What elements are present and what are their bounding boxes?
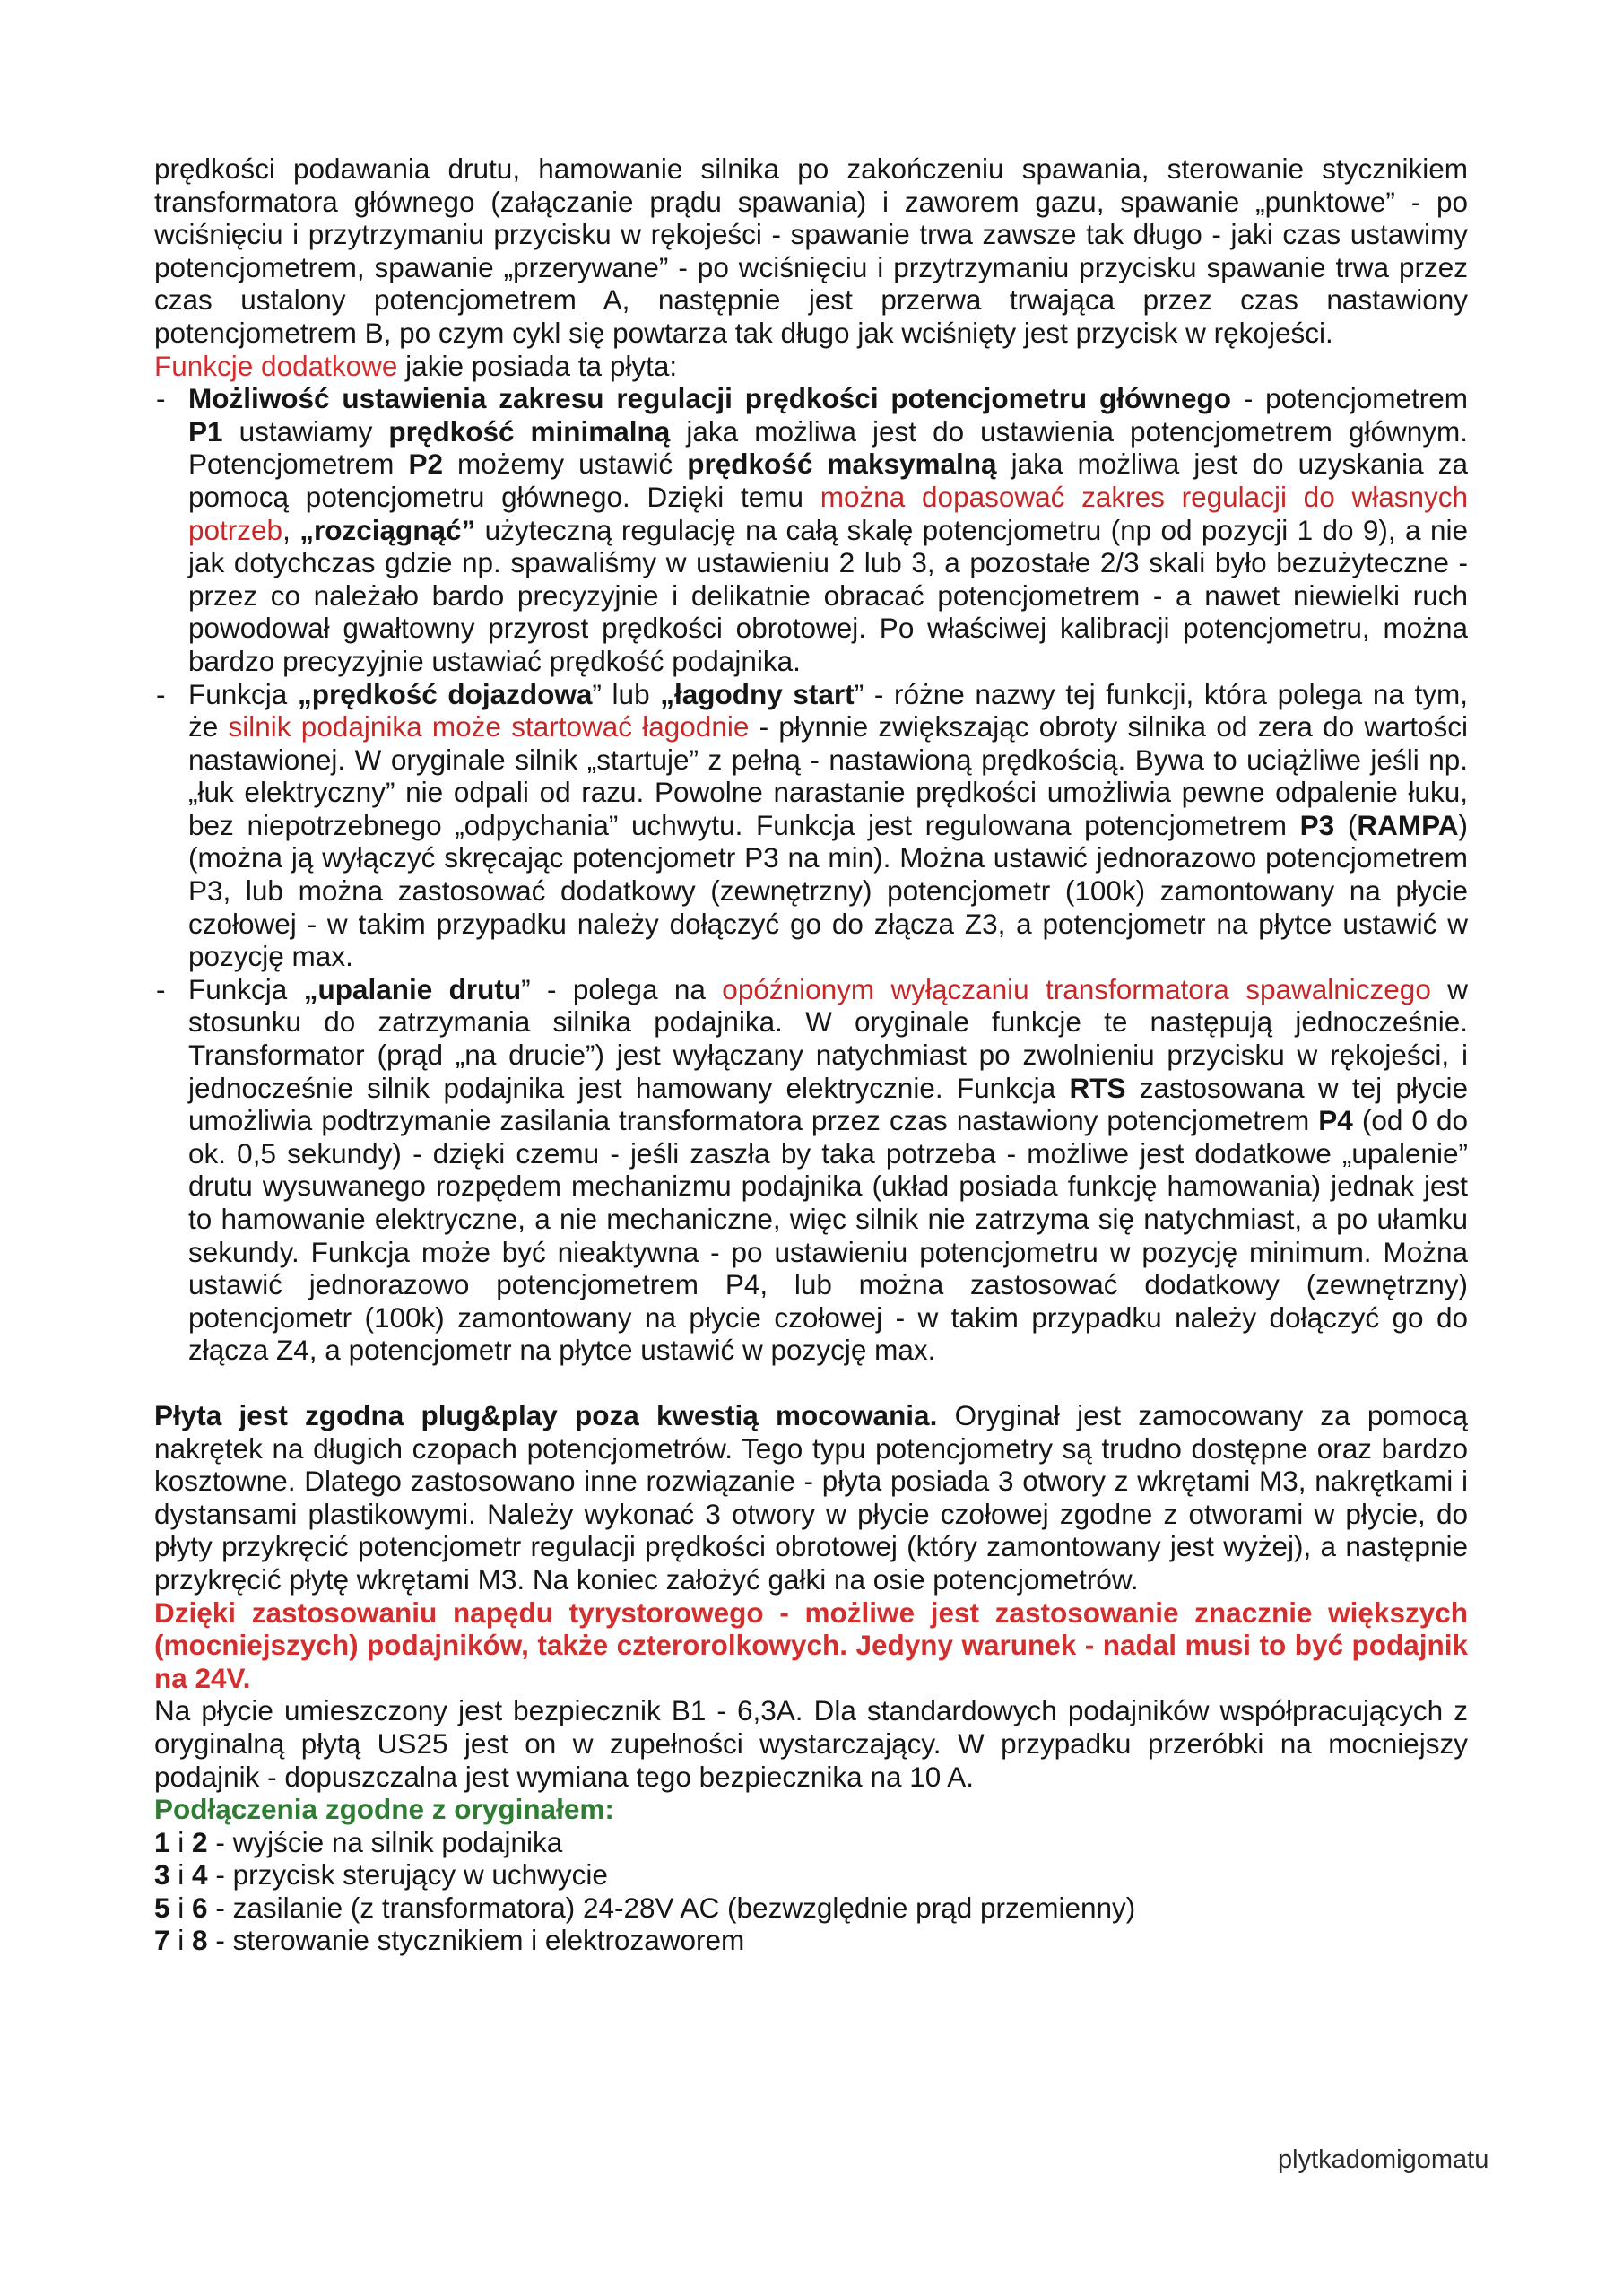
connections-heading: Podłączenia zgodne z oryginałem:	[154, 1793, 614, 1826]
item1-title: Możliwość ustawienia zakresu regulacji prędkości potencjometru głównego	[188, 382, 1231, 415]
paragraph-gap	[154, 1367, 1468, 1399]
feature-list	[154, 382, 1468, 1367]
fuse-paragraph: Na płycie umieszczony jest bezpiecznik B1 - 6,3A. Dla standardowych podajników współpracujących z oryginalną płytą US25 jest on w zupełności wystarczający. W przypadku przeróbki na mocniejszy podajnik - dopuszczalna jest wymiana tego bezpiecznika na 10 A.	[154, 1694, 1468, 1793]
intro-paragraph: prędkości podawania drutu, hamowanie silnika po zakończeniu spawania, sterowanie stycznikiem transformatora głównego (załączanie prądu spawania) i zaworem gazu, spawanie „punktowe” - po wciśnięciu i przytrzymaniu przycisku w rękojeści - spawanie trwa zawsze tak długo - jaki czas ustawimy potencjometrem, spawanie „przerywane” - po wciśnięciu i przytrzymaniu przycisku spawanie trwa przez czas ustalony potencjometrem A, następnie jest przerwa trwająca przez czas nastawiony potencjometrem B, po czym cykl się powtarza tak długo jak wciśnięty jest przycisk w rękojeści.	[154, 152, 1468, 349]
feature-item-soft-start: - Funkcja „prędkość dojazdowa” lub „łagodny start” - różne nazwy tej funkcji, która polega na tym, że silnik podajnika może startować łagodnie - płynnie zwiększając obroty silnika od zera do wartości nastawionej. W oryginale silnik „startuje” z pełną - nastawioną prędkością. Bywa to uciążliwe jeśli np. „łuk elektryczny” nie odpali od razu. Powolne narastanie prędkości umożliwia pewne odpalenie łuku, bez niepotrzebnego „odpychania” uchwytu. Funkcja jest regulowana potencjometrem P3 (RAMPA) (można ją wyłączyć skręcając potencjometr P3 na min). Można ustawić jednorazowo potencjometrem P3, lub można zastosować dodatkowy (zewnętrzny) potencjometr (100k) zamontowany na płycie czołowej - w takim przypadku należy dołączyć go do złącza Z3, a potencjometr na płytce ustawić w pozycję max.	[154, 678, 1468, 973]
item2-highlight: silnik podajnika może startować łagodnie	[228, 710, 750, 744]
feature-item-range: - Możliwość ustawienia zakresu regulacji prędkości potencjometru głównego - potencjometrem P1 ustawiamy prędkość minimalną jaka możliwa jest do ustawienia potencjometrem głównym. Potencjometrem P2 możemy ustawić prędkość maksymalną jaka możliwa jest do uzyskania za pomocą potencjometru głównego. Dzięki temu można dopasować zakres regulacji do własnych potrzeb, „rozciągnąć” użyteczną regulację na całą skalę potencjometru (np od pozycji 1 do 9), a nie jak dotychczas gdzie np. spawaliśmy w ustawieniu 2 lub 3, a pozostałe 2/3 skali było bezużyteczne - przez co należało bardo precyzyjnie i delikatnie obracać potencjometrem - a nawet niewielki ruch powodował gwałtowny przyrost prędkości obrotowej. Po właściwej kalibracji potencjometru, można bardzo precyzyjnie ustawiać prędkość podajnika.	[154, 382, 1468, 677]
document-body	[154, 152, 1468, 1957]
funkcje-heading-line	[154, 350, 1468, 383]
funkcje-heading-rest: jakie posiada ta płyta:	[397, 349, 678, 382]
mounting-paragraph: Płyta jest zgodna plug&play poza kwestią mocowania. Oryginał jest zamocowany za pomocą nakrętek na długich czopach potencjometrów. Tego typu potencjometry są trudno dostępne oraz bardzo kosztowne. Dlatego zastosowano inne rozwiązanie - płyta posiada 3 otwory z wkrętami M3, nakrętkami i dystansami plastikowymi. Należy wykonać 3 otwory w płycie czołowej zgodne z otworami w płycie, do płyty przykręcić potencjometr regulacji prędkości obrotowej (który zamontowany jest wyżej), a następnie przykręcić płytę wkrętami M3. Na koniec założyć gałki na osie potencjometrów.	[154, 1398, 1468, 1596]
watermark-text: plytkadomigomatu	[1278, 2145, 1489, 2174]
item1-highlight: można dopasować zakres regulacji do własnych potrzeb	[188, 480, 1468, 546]
connection-item: 1 i 2 - wyjście na silnik podajnika	[154, 1825, 563, 1858]
connection-item: 3 i 4 - przycisk sterujący w uchwycie	[154, 1858, 608, 1892]
connections-list	[154, 1826, 1468, 1957]
item3-highlight: opóźnionym wyłączaniu transformatora spawalniczego	[722, 972, 1431, 1005]
thyristor-paragraph: Dzięki zastosowaniu napędu tyrystorowego - możliwe jest zastosowanie znacznie większych (mocniejszych) podajników, także czterorolkowych. Jedyny warunek - nadal musi to być podajnik na 24V.	[154, 1596, 1468, 1694]
connection-item: 5 i 6 - zasilanie (z transformatora) 24-28V AC (bezwzględnie prąd przemienny)	[154, 1891, 1136, 1924]
connection-item: 7 i 8 - sterowanie stycznikiem i elektrozaworem	[154, 1924, 745, 1957]
funkcje-heading: Funkcje dodatkowe	[154, 349, 398, 382]
feature-item-burnback: - Funkcja „upalanie drutu” - polega na opóźnionym wyłączaniu transformatora spawalniczego w stosunku do zatrzymania silnika podajnika. W oryginale funkcje te następują jednocześnie. Transformator (prąd „na drucie”) jest wyłączany natychmiast po zwolnieniu przycisku w rękojeści, i jednocześnie silnik podajnika jest hamowany elektrycznie. Funkcja RTS zastosowana w tej płycie umożliwia podtrzymanie zasilania transformatora przez czas nastawiony potencjometrem P4 (od 0 do ok. 0,5 sekundy) - dzięki czemu - jeśli zaszła by taka potrzeba - możliwe jest dodatkowe „upalenie” drutu wysuwanego rozpędem mechanizmu podajnika (układ posiada funkcję hamowania) jednak jest to hamowanie elektryczne, a nie mechaniczne, więc silnik nie zatrzyma się natychmiast, a po ułamku sekundy. Funkcja może być nieaktywna - po ustawieniu potencjometru w pozycję minimum. Można ustawić jednorazowo potencjometrem P4, lub można zastosować dodatkowy (zewnętrzny) potencjometr (100k) zamontowany na płycie czołowej - w takim przypadku należy dołączyć go do złącza Z4, a potencjometr na płytce ustawić w pozycję max.	[154, 973, 1468, 1367]
mounting-bold: Płyta jest zgodna plug&play poza kwestią mocowania.	[154, 1398, 938, 1431]
